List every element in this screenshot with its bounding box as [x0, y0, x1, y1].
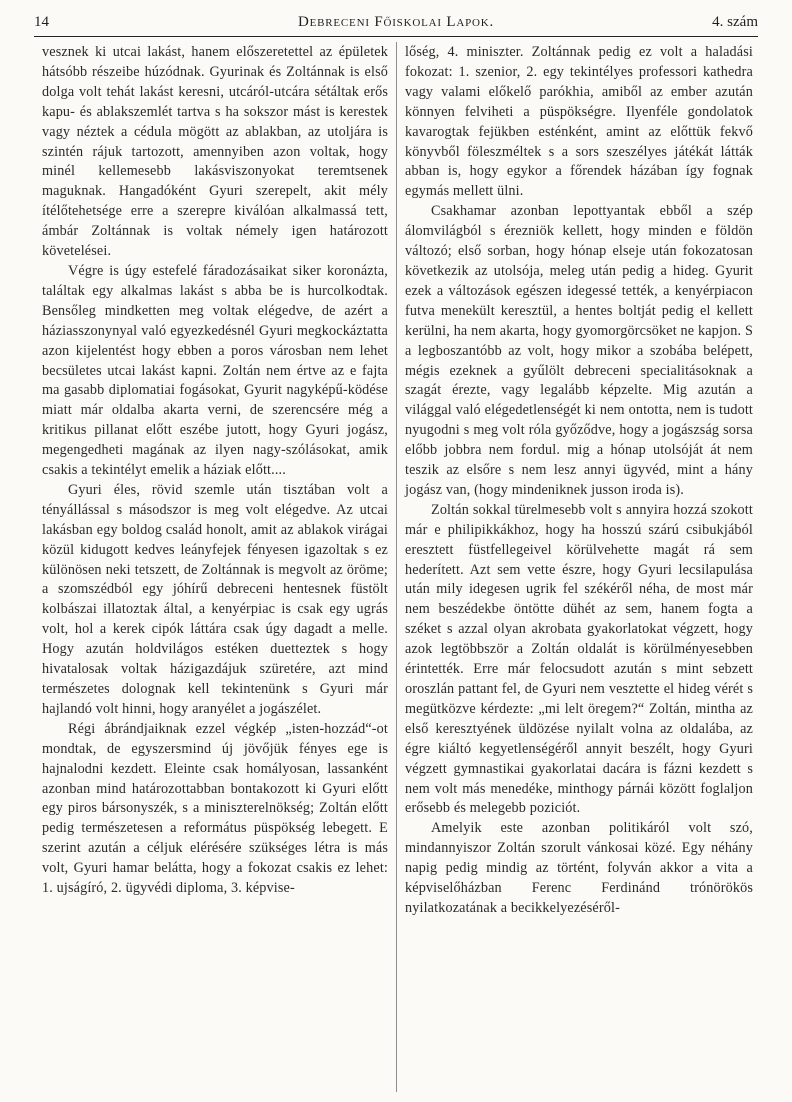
right-paragraph-2: Csakhamar azonban lepottyantak ebből a szép álomvilágból s érezniök kellett, hogy minden e földön változó; első sorban, hogy hónap elseje után fokozatosan következik az utolsója, meleg után pedig a hideg. Gyurit ezek a változások egészen idegessé tették, a kenyérpiacon futva menekült keresztül, a hentes boltját pedig el kellett kerülni, ha nem akarta, hogy gyomorgörcsöket ne kapjon. S a legboszantóbb az volt, hogy mikor a szobába belépett, mégis ezeknek a gyűlölt debreceni specialitásoknak a szagát érezte, vagy legalább képzelte. Mig azután a világgal való elégedetlenségét ki nem ontotta, nem is tudott nyugodni s meg volt róla győződve, hogy a jogászság sorsa előbb jobbra nem fordul. mig a hónap utolsóját át nem teszik az elsőre s nem lesz annyi ügyvéd, mint a hány jogász van, (hogy mindeniknek jusson iroda is). [405, 203, 753, 498]
right-paragraph-3: Zoltán sokkal türelmesebb volt s annyira hozzá szokott már e philipikkákhoz, hogy ha hosszú szárú csibukjából eresztett füstfellegeivel körülvehette magát rá sem hederített. Azt sem vette észre, hogy Gyuri lecsilapulása után mily idegesen ugrik fel székéről néha, de most már nem beszédekbe öntötte dühét az sem, hanem fogta a széket s azzal olyan akrobata gyakorlatokat végzett, hogy azok legtöbbször a Zoltán oldalát is körülményesebben érintették. Erre már felocsudott azután s mint sebzett oroszlán pattant fel, de Gyuri nem vesztette el hideg vérét s megütközve kérdezte: „mi lelt öregem?“ Zoltán, mintha az első keresztyének üldözése nyilalt volna az oldalába, az égre kiáltó kegyetlenségéről annyit beszélt, hogy Gyuri végzett gymnastikai gyakorlatai dacára is fázni kezdett s nem volt más menedéke, minthogy párnái között foglaljon erősebb és melegebb poziciót. [405, 501, 753, 817]
column-divider [396, 42, 397, 1092]
left-paragraph-4: Régi ábrándjaiknak ezzel végkép „isten-hozzád“-ot mondtak, de egyszersmind új jövőjük fényes ege is hajnalodni kezdett. Eleinte csak homályosan, lassanként azonban mind határozottabban bontakozott ki Gyuri előtt egy piros bársonyszék, s a miniszterelnökség; Zoltán előtt pedig természetesen a református püspökség lebegett. E szerint azután a céljuk elérésére szükséges létra is más volt, Gyuri hamar belátta, hogy a fokozat csakis ez lehet: 1. ujságíró, 2. ügyvédi diploma, 3. képvise- [42, 720, 388, 897]
left-paragraph-2: Végre is úgy estefelé fáradozásaikat siker koronázta, találtak egy alkalmas lakást s abba be is hurcolkodtak. Bensőleg mindketten meg voltak elégedve, de azért a háziasszonynyal való egyezkedésnél Gyuri megkockáztatta azon kijelentést hogy ebben a poros városban nem lehet becsületes utcai lakást kapni. Zoltán nem értve az e fajta ma gasabb diplomatiai fogásokat, Gyurit nagyképű-ködése miatt már oldalba akarta verni, de szerencsére még a kritikus pillanat előtt eszébe jutott, hogy Gyuri jogász, megengedheti magának az ilyen nagy-szólásokat, amik csakis a tekintélyt emelik a háziak előtt.... [42, 262, 388, 479]
right-paragraph-4: Amelyik este azonban politikáról volt szó, mindannyiszor Zoltán szorult vánkosai közé. Egy néhány napig pedig mindig az történt, folyván akkor a vita a képviselőházban Ferenc Ferdinánd trónörökös nyilatkozatának a becikkelyezéséről- [405, 820, 753, 916]
left-paragraph-1: vesznek ki utcai lakást, hanem előszeretettel az épületek hátsóbb részeibe húzódnak. Gyurinak és Zoltánnak is első dolga volt tehát lakást keresni, utcáról-utcára sétáltak erős kapu- és ablakszemlét tartva s ha sokszor mást is kerestek vagy néztek a cédula mögött az ablakban, az utoljára is szintén rájuk tartozott, amennyiben azon voltak, hogy minél kellemesebb lakásviszonyokat teremtsenek maguknak. Hangadóként Gyuri szerepelt, akit mély ítélőtehetsége erre a szerepre kiválóan alkalmassá tett, ámbár Zoltánnak is voltak némely igen határozott követelései. [42, 44, 388, 260]
right-paragraph-1: lőség, 4. miniszter. Zoltánnak pedig ez volt a haladási fokozat: 1. szenior, 2. egy tekintélyes professori kathedra vagy valami előkelő parókhia, amiből az ember azután könnyen felviheti a püspökségre. Ilyenféle gondolatok kavarogtak fejükben esténként, amint az előttük fekvő könyvből föleszméltek s a sors szeszélyes játékát látták abban is, hogy egykor a főrendek házában így fognak egymás mellett ülni. [405, 44, 753, 200]
left-column [42, 43, 388, 899]
page-number: 14 [34, 14, 49, 30]
issue-number: 4. szám [712, 14, 758, 30]
right-column [405, 43, 753, 919]
journal-title: Debreceni Főiskolai Lapok. [297, 14, 495, 30]
left-paragraph-3: Gyuri éles, rövid szemle után tisztában volt a tényállással s másodszor is meg volt elégedve. Az utcai lakásban egy boldog család honolt, amit az ablakok virágai közül kidugott kedves leányfejek fényesen igazoltak s ez különösen neki tetszett, de Zoltánnak is megvolt az öröme; a szomszédból egy jóhírű debreceni hentesnek füstölt kolbászai illatoztak által, a kenyérpiac is csak egy ugrás volt, hol a kerek cipók láttára csak úgy dagadt a melle. Hogy azután holdvilágos estéken duetteztek s hogy hivatalosak voltak házigazdájuk szüretére, azt mind természetes dolognak kell tekintenünk s Gyuri már hajlandó volt hinni, hogy aranyélet a jogászélet. [42, 481, 388, 717]
page-header [34, 10, 758, 37]
